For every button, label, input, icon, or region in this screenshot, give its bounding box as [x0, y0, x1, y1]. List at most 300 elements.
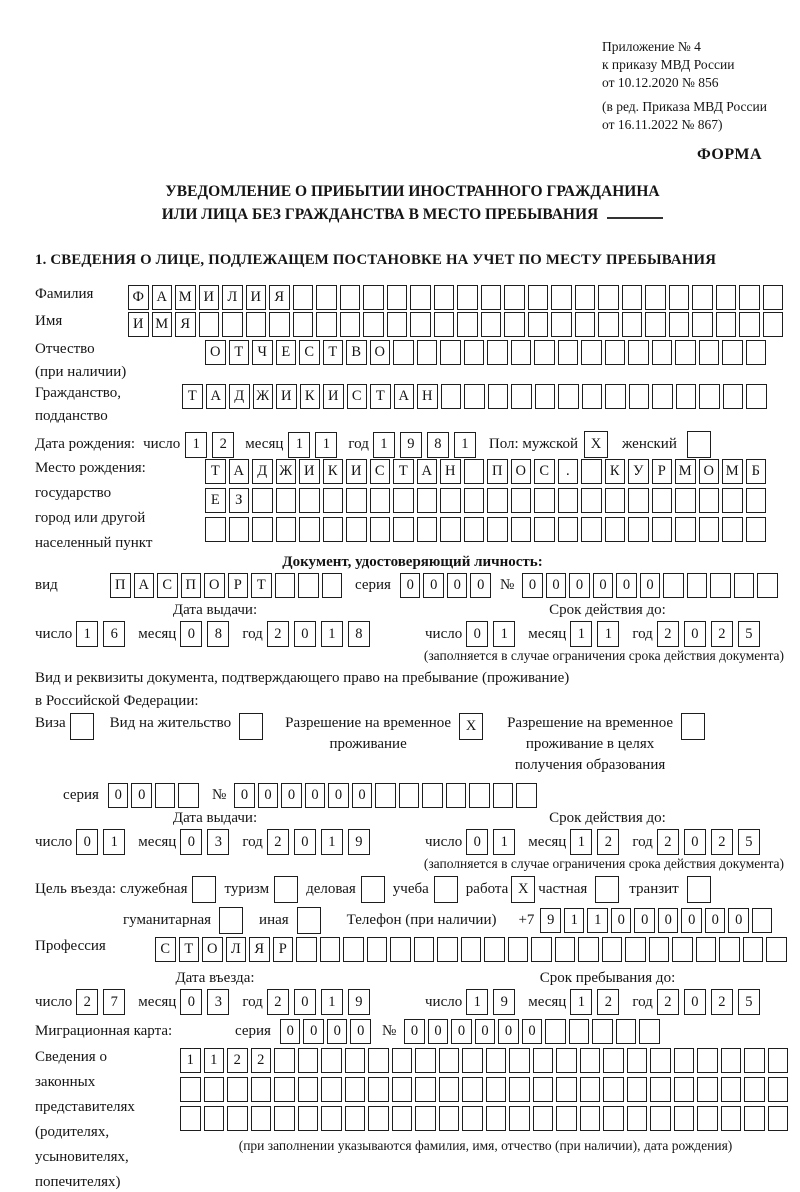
char-cell[interactable] — [768, 1048, 789, 1073]
char-cell[interactable]: Р — [652, 459, 673, 484]
char-cell[interactable] — [650, 1048, 671, 1073]
char-cell[interactable]: И — [199, 285, 220, 310]
char-cell[interactable] — [462, 1077, 483, 1102]
char-cell[interactable] — [722, 517, 743, 542]
char-cell[interactable] — [674, 1106, 695, 1131]
char-cell[interactable] — [722, 488, 743, 513]
char-cell[interactable]: 0 — [684, 989, 706, 1015]
char-cell[interactable] — [269, 312, 290, 337]
char-cell[interactable]: 0 — [350, 1019, 371, 1044]
char-cell[interactable] — [697, 1106, 718, 1131]
residence-permit-checkbox-cell[interactable] — [239, 713, 263, 740]
char-cell[interactable] — [414, 937, 435, 962]
char-cell[interactable] — [509, 1048, 530, 1073]
char-cell[interactable]: 5 — [738, 989, 760, 1015]
char-cell[interactable] — [464, 517, 485, 542]
char-cell[interactable]: А — [206, 384, 227, 409]
char-cell[interactable]: У — [628, 459, 649, 484]
char-cell[interactable] — [486, 1048, 507, 1073]
char-cell[interactable]: М — [675, 459, 696, 484]
char-cell[interactable] — [486, 1106, 507, 1131]
char-cell[interactable] — [439, 1077, 460, 1102]
char-cell[interactable]: Т — [182, 384, 203, 409]
char-cell[interactable] — [650, 1106, 671, 1131]
char-cell[interactable] — [393, 517, 414, 542]
char-cell[interactable] — [757, 573, 778, 598]
char-cell[interactable]: П — [110, 573, 131, 598]
char-cell[interactable]: О — [699, 459, 720, 484]
char-cell[interactable] — [415, 1106, 436, 1131]
char-cell[interactable]: 0 — [180, 621, 202, 647]
char-cell[interactable]: 9 — [540, 908, 561, 933]
char-cell[interactable] — [343, 937, 364, 962]
char-cell[interactable] — [363, 312, 384, 337]
char-cell[interactable]: 2 — [267, 621, 289, 647]
char-cell[interactable]: 8 — [348, 621, 370, 647]
char-cell[interactable]: И — [299, 459, 320, 484]
char-cell[interactable] — [676, 384, 697, 409]
char-cell[interactable] — [375, 783, 396, 808]
char-cell[interactable] — [675, 340, 696, 365]
char-cell[interactable] — [697, 1048, 718, 1073]
char-cell[interactable]: 2 — [212, 432, 234, 458]
char-cell[interactable] — [627, 1077, 648, 1102]
char-cell[interactable] — [417, 517, 438, 542]
char-cell[interactable] — [298, 1106, 319, 1131]
char-cell[interactable] — [410, 285, 431, 310]
purpose-humanitarian-checkbox-cell[interactable] — [219, 907, 243, 934]
char-cell[interactable] — [275, 573, 296, 598]
char-cell[interactable] — [487, 488, 508, 513]
char-cell[interactable] — [533, 1077, 554, 1102]
char-cell[interactable] — [605, 517, 626, 542]
char-cell[interactable] — [649, 937, 670, 962]
char-cell[interactable] — [627, 1106, 648, 1131]
char-cell[interactable]: 1 — [454, 432, 476, 458]
char-cell[interactable] — [663, 573, 684, 598]
char-cell[interactable]: Т — [205, 459, 226, 484]
char-cell[interactable] — [323, 488, 344, 513]
purpose-work-checkbox-cell[interactable]: X — [511, 876, 535, 903]
char-cell[interactable] — [298, 1048, 319, 1073]
char-cell[interactable]: И — [323, 384, 344, 409]
char-cell[interactable] — [299, 517, 320, 542]
char-cell[interactable] — [464, 384, 485, 409]
char-cell[interactable]: О — [205, 340, 226, 365]
char-cell[interactable] — [575, 312, 596, 337]
char-cell[interactable]: 1 — [185, 432, 207, 458]
char-cell[interactable] — [321, 1106, 342, 1131]
char-cell[interactable] — [415, 1077, 436, 1102]
char-cell[interactable] — [367, 937, 388, 962]
char-cell[interactable]: Д — [252, 459, 273, 484]
char-cell[interactable] — [675, 517, 696, 542]
char-cell[interactable]: 2 — [711, 989, 733, 1015]
char-cell[interactable] — [422, 783, 443, 808]
char-cell[interactable]: 0 — [611, 908, 632, 933]
char-cell[interactable]: 0 — [451, 1019, 472, 1044]
char-cell[interactable] — [533, 1106, 554, 1131]
char-cell[interactable]: С — [347, 384, 368, 409]
char-cell[interactable] — [276, 488, 297, 513]
char-cell[interactable] — [504, 285, 525, 310]
char-cell[interactable] — [575, 285, 596, 310]
char-cell[interactable]: 0 — [423, 573, 444, 598]
char-cell[interactable] — [616, 1019, 637, 1044]
char-cell[interactable] — [719, 937, 740, 962]
char-cell[interactable] — [734, 573, 755, 598]
char-cell[interactable]: 2 — [657, 989, 679, 1015]
char-cell[interactable] — [392, 1106, 413, 1131]
char-cell[interactable]: Ж — [253, 384, 274, 409]
char-cell[interactable]: 1 — [315, 432, 337, 458]
char-cell[interactable]: 0 — [400, 573, 421, 598]
char-cell[interactable] — [744, 1048, 765, 1073]
char-cell[interactable]: 0 — [728, 908, 749, 933]
char-cell[interactable] — [598, 285, 619, 310]
char-cell[interactable] — [390, 937, 411, 962]
char-cell[interactable]: 2 — [711, 829, 733, 855]
purpose-transit-checkbox-cell[interactable] — [687, 876, 711, 903]
char-cell[interactable] — [487, 517, 508, 542]
char-cell[interactable]: 1 — [204, 1048, 225, 1073]
char-cell[interactable]: Л — [222, 285, 243, 310]
char-cell[interactable]: 1 — [493, 829, 515, 855]
char-cell[interactable]: Б — [746, 459, 767, 484]
char-cell[interactable] — [558, 488, 579, 513]
char-cell[interactable]: Ч — [252, 340, 273, 365]
char-cell[interactable] — [622, 285, 643, 310]
char-cell[interactable]: 1 — [288, 432, 310, 458]
char-cell[interactable] — [743, 937, 764, 962]
char-cell[interactable] — [535, 384, 556, 409]
char-cell[interactable] — [392, 1048, 413, 1073]
sex-female-checkbox-cell[interactable] — [687, 431, 711, 458]
char-cell[interactable] — [723, 384, 744, 409]
char-cell[interactable] — [605, 340, 626, 365]
char-cell[interactable]: 2 — [657, 829, 679, 855]
char-cell[interactable] — [672, 937, 693, 962]
char-cell[interactable] — [580, 1048, 601, 1073]
char-cell[interactable] — [580, 1106, 601, 1131]
sex-male-checkbox-cell[interactable]: X — [584, 431, 608, 458]
char-cell[interactable] — [346, 488, 367, 513]
char-cell[interactable] — [558, 517, 579, 542]
char-cell[interactable] — [276, 517, 297, 542]
char-cell[interactable]: Р — [273, 937, 294, 962]
char-cell[interactable]: О — [511, 459, 532, 484]
char-cell[interactable]: 5 — [738, 621, 760, 647]
char-cell[interactable]: 2 — [267, 989, 289, 1015]
char-cell[interactable] — [710, 573, 731, 598]
char-cell[interactable] — [484, 937, 505, 962]
char-cell[interactable] — [464, 488, 485, 513]
char-cell[interactable]: 6 — [103, 621, 125, 647]
char-cell[interactable] — [746, 488, 767, 513]
char-cell[interactable] — [699, 384, 720, 409]
char-cell[interactable] — [692, 312, 713, 337]
char-cell[interactable]: О — [202, 937, 223, 962]
char-cell[interactable]: А — [417, 459, 438, 484]
char-cell[interactable] — [511, 488, 532, 513]
char-cell[interactable]: Т — [393, 459, 414, 484]
char-cell[interactable] — [251, 1106, 272, 1131]
char-cell[interactable]: 1 — [180, 1048, 201, 1073]
char-cell[interactable]: П — [487, 459, 508, 484]
char-cell[interactable] — [598, 312, 619, 337]
char-cell[interactable]: 2 — [76, 989, 98, 1015]
char-cell[interactable] — [457, 285, 478, 310]
char-cell[interactable] — [511, 517, 532, 542]
char-cell[interactable]: 0 — [404, 1019, 425, 1044]
char-cell[interactable] — [629, 384, 650, 409]
char-cell[interactable]: 8 — [427, 432, 449, 458]
char-cell[interactable]: 0 — [234, 783, 255, 808]
char-cell[interactable] — [534, 517, 555, 542]
char-cell[interactable]: 2 — [267, 829, 289, 855]
char-cell[interactable] — [581, 517, 602, 542]
char-cell[interactable]: М — [152, 312, 173, 337]
char-cell[interactable] — [652, 384, 673, 409]
char-cell[interactable] — [415, 1048, 436, 1073]
char-cell[interactable] — [622, 312, 643, 337]
char-cell[interactable]: 0 — [616, 573, 637, 598]
char-cell[interactable]: 0 — [352, 783, 373, 808]
char-cell[interactable]: И — [128, 312, 149, 337]
char-cell[interactable] — [440, 340, 461, 365]
char-cell[interactable] — [155, 783, 176, 808]
char-cell[interactable] — [321, 1048, 342, 1073]
char-cell[interactable] — [669, 312, 690, 337]
char-cell[interactable]: С — [157, 573, 178, 598]
char-cell[interactable] — [528, 285, 549, 310]
char-cell[interactable]: З — [229, 488, 250, 513]
char-cell[interactable] — [722, 340, 743, 365]
char-cell[interactable] — [227, 1106, 248, 1131]
char-cell[interactable] — [697, 1077, 718, 1102]
char-cell[interactable] — [440, 488, 461, 513]
char-cell[interactable] — [650, 1077, 671, 1102]
char-cell[interactable] — [556, 1048, 577, 1073]
char-cell[interactable] — [298, 1077, 319, 1102]
char-cell[interactable] — [441, 384, 462, 409]
char-cell[interactable] — [293, 312, 314, 337]
char-cell[interactable]: К — [323, 459, 344, 484]
char-cell[interactable] — [581, 459, 602, 484]
char-cell[interactable] — [222, 312, 243, 337]
char-cell[interactable]: 2 — [597, 829, 619, 855]
char-cell[interactable] — [716, 285, 737, 310]
char-cell[interactable] — [581, 488, 602, 513]
char-cell[interactable]: С — [155, 937, 176, 962]
char-cell[interactable]: 1 — [570, 989, 592, 1015]
char-cell[interactable]: 0 — [447, 573, 468, 598]
char-cell[interactable] — [180, 1106, 201, 1131]
char-cell[interactable] — [578, 937, 599, 962]
char-cell[interactable] — [602, 937, 623, 962]
char-cell[interactable]: 2 — [251, 1048, 272, 1073]
char-cell[interactable] — [393, 488, 414, 513]
char-cell[interactable] — [652, 517, 673, 542]
char-cell[interactable]: 1 — [103, 829, 125, 855]
char-cell[interactable] — [763, 312, 784, 337]
char-cell[interactable] — [393, 340, 414, 365]
char-cell[interactable] — [699, 517, 720, 542]
char-cell[interactable]: 0 — [180, 829, 202, 855]
purpose-tourism-checkbox-cell[interactable] — [274, 876, 298, 903]
char-cell[interactable] — [551, 312, 572, 337]
char-cell[interactable]: 0 — [684, 621, 706, 647]
char-cell[interactable] — [320, 937, 341, 962]
char-cell[interactable]: 0 — [131, 783, 152, 808]
char-cell[interactable] — [603, 1048, 624, 1073]
char-cell[interactable] — [274, 1106, 295, 1131]
char-cell[interactable]: 0 — [294, 621, 316, 647]
char-cell[interactable]: 0 — [258, 783, 279, 808]
char-cell[interactable]: 0 — [180, 989, 202, 1015]
char-cell[interactable] — [592, 1019, 613, 1044]
char-cell[interactable]: 3 — [207, 829, 229, 855]
char-cell[interactable] — [299, 488, 320, 513]
char-cell[interactable] — [298, 573, 319, 598]
char-cell[interactable] — [481, 312, 502, 337]
char-cell[interactable]: Я — [249, 937, 270, 962]
char-cell[interactable] — [639, 1019, 660, 1044]
char-cell[interactable] — [555, 937, 576, 962]
char-cell[interactable]: 0 — [327, 1019, 348, 1044]
char-cell[interactable]: . — [558, 459, 579, 484]
char-cell[interactable]: 0 — [305, 783, 326, 808]
char-cell[interactable]: П — [181, 573, 202, 598]
char-cell[interactable]: 0 — [76, 829, 98, 855]
char-cell[interactable] — [628, 488, 649, 513]
char-cell[interactable] — [370, 488, 391, 513]
char-cell[interactable]: 0 — [470, 573, 491, 598]
char-cell[interactable] — [721, 1048, 742, 1073]
char-cell[interactable]: 0 — [658, 908, 679, 933]
char-cell[interactable]: Е — [276, 340, 297, 365]
char-cell[interactable]: 2 — [657, 621, 679, 647]
char-cell[interactable] — [204, 1077, 225, 1102]
char-cell[interactable] — [440, 517, 461, 542]
char-cell[interactable] — [486, 1077, 507, 1102]
char-cell[interactable] — [488, 384, 509, 409]
char-cell[interactable] — [296, 937, 317, 962]
char-cell[interactable] — [744, 1106, 765, 1131]
char-cell[interactable] — [605, 384, 626, 409]
char-cell[interactable]: 0 — [294, 989, 316, 1015]
char-cell[interactable]: 1 — [321, 989, 343, 1015]
char-cell[interactable] — [345, 1048, 366, 1073]
char-cell[interactable]: 1 — [570, 621, 592, 647]
char-cell[interactable] — [323, 517, 344, 542]
char-cell[interactable] — [746, 517, 767, 542]
char-cell[interactable] — [528, 312, 549, 337]
char-cell[interactable] — [675, 488, 696, 513]
char-cell[interactable] — [763, 285, 784, 310]
char-cell[interactable]: 9 — [348, 829, 370, 855]
char-cell[interactable] — [511, 340, 532, 365]
char-cell[interactable]: 1 — [570, 829, 592, 855]
char-cell[interactable] — [345, 1106, 366, 1131]
char-cell[interactable] — [316, 312, 337, 337]
char-cell[interactable] — [246, 312, 267, 337]
char-cell[interactable] — [746, 340, 767, 365]
char-cell[interactable]: 3 — [207, 989, 229, 1015]
char-cell[interactable] — [511, 384, 532, 409]
char-cell[interactable]: А — [134, 573, 155, 598]
char-cell[interactable] — [446, 783, 467, 808]
char-cell[interactable]: 0 — [593, 573, 614, 598]
char-cell[interactable]: 7 — [103, 989, 125, 1015]
char-cell[interactable] — [437, 937, 458, 962]
char-cell[interactable] — [464, 459, 485, 484]
char-cell[interactable] — [582, 384, 603, 409]
char-cell[interactable]: О — [370, 340, 391, 365]
char-cell[interactable]: 2 — [227, 1048, 248, 1073]
char-cell[interactable] — [768, 1106, 789, 1131]
char-cell[interactable] — [669, 285, 690, 310]
char-cell[interactable] — [274, 1048, 295, 1073]
char-cell[interactable]: Д — [229, 384, 250, 409]
char-cell[interactable] — [628, 340, 649, 365]
temp-residence-checkbox-cell[interactable]: X — [459, 713, 483, 740]
char-cell[interactable] — [721, 1106, 742, 1131]
char-cell[interactable]: А — [394, 384, 415, 409]
char-cell[interactable] — [746, 384, 767, 409]
char-cell[interactable]: 1 — [597, 621, 619, 647]
char-cell[interactable] — [696, 937, 717, 962]
char-cell[interactable]: 9 — [348, 989, 370, 1015]
char-cell[interactable] — [457, 312, 478, 337]
char-cell[interactable] — [464, 340, 485, 365]
char-cell[interactable]: А — [229, 459, 250, 484]
char-cell[interactable]: Е — [205, 488, 226, 513]
char-cell[interactable] — [603, 1077, 624, 1102]
char-cell[interactable] — [321, 1077, 342, 1102]
char-cell[interactable] — [531, 937, 552, 962]
char-cell[interactable]: 0 — [281, 783, 302, 808]
char-cell[interactable] — [516, 783, 537, 808]
char-cell[interactable]: 1 — [587, 908, 608, 933]
char-cell[interactable] — [392, 1077, 413, 1102]
char-cell[interactable]: 0 — [108, 783, 129, 808]
char-cell[interactable]: Т — [179, 937, 200, 962]
char-cell[interactable] — [721, 1077, 742, 1102]
char-cell[interactable] — [533, 1048, 554, 1073]
purpose-business-checkbox-cell[interactable] — [361, 876, 385, 903]
char-cell[interactable] — [551, 285, 572, 310]
char-cell[interactable] — [434, 312, 455, 337]
char-cell[interactable] — [340, 312, 361, 337]
char-cell[interactable] — [462, 1106, 483, 1131]
char-cell[interactable] — [368, 1077, 389, 1102]
char-cell[interactable] — [439, 1048, 460, 1073]
char-cell[interactable]: 0 — [569, 573, 590, 598]
char-cell[interactable]: 0 — [681, 908, 702, 933]
char-cell[interactable]: Н — [440, 459, 461, 484]
purpose-official-checkbox-cell[interactable] — [192, 876, 216, 903]
visa-checkbox-cell[interactable] — [70, 713, 94, 740]
char-cell[interactable] — [316, 285, 337, 310]
char-cell[interactable] — [481, 285, 502, 310]
char-cell[interactable] — [368, 1106, 389, 1131]
char-cell[interactable]: К — [605, 459, 626, 484]
char-cell[interactable] — [625, 937, 646, 962]
char-cell[interactable] — [509, 1106, 530, 1131]
char-cell[interactable] — [410, 312, 431, 337]
char-cell[interactable] — [752, 908, 773, 933]
